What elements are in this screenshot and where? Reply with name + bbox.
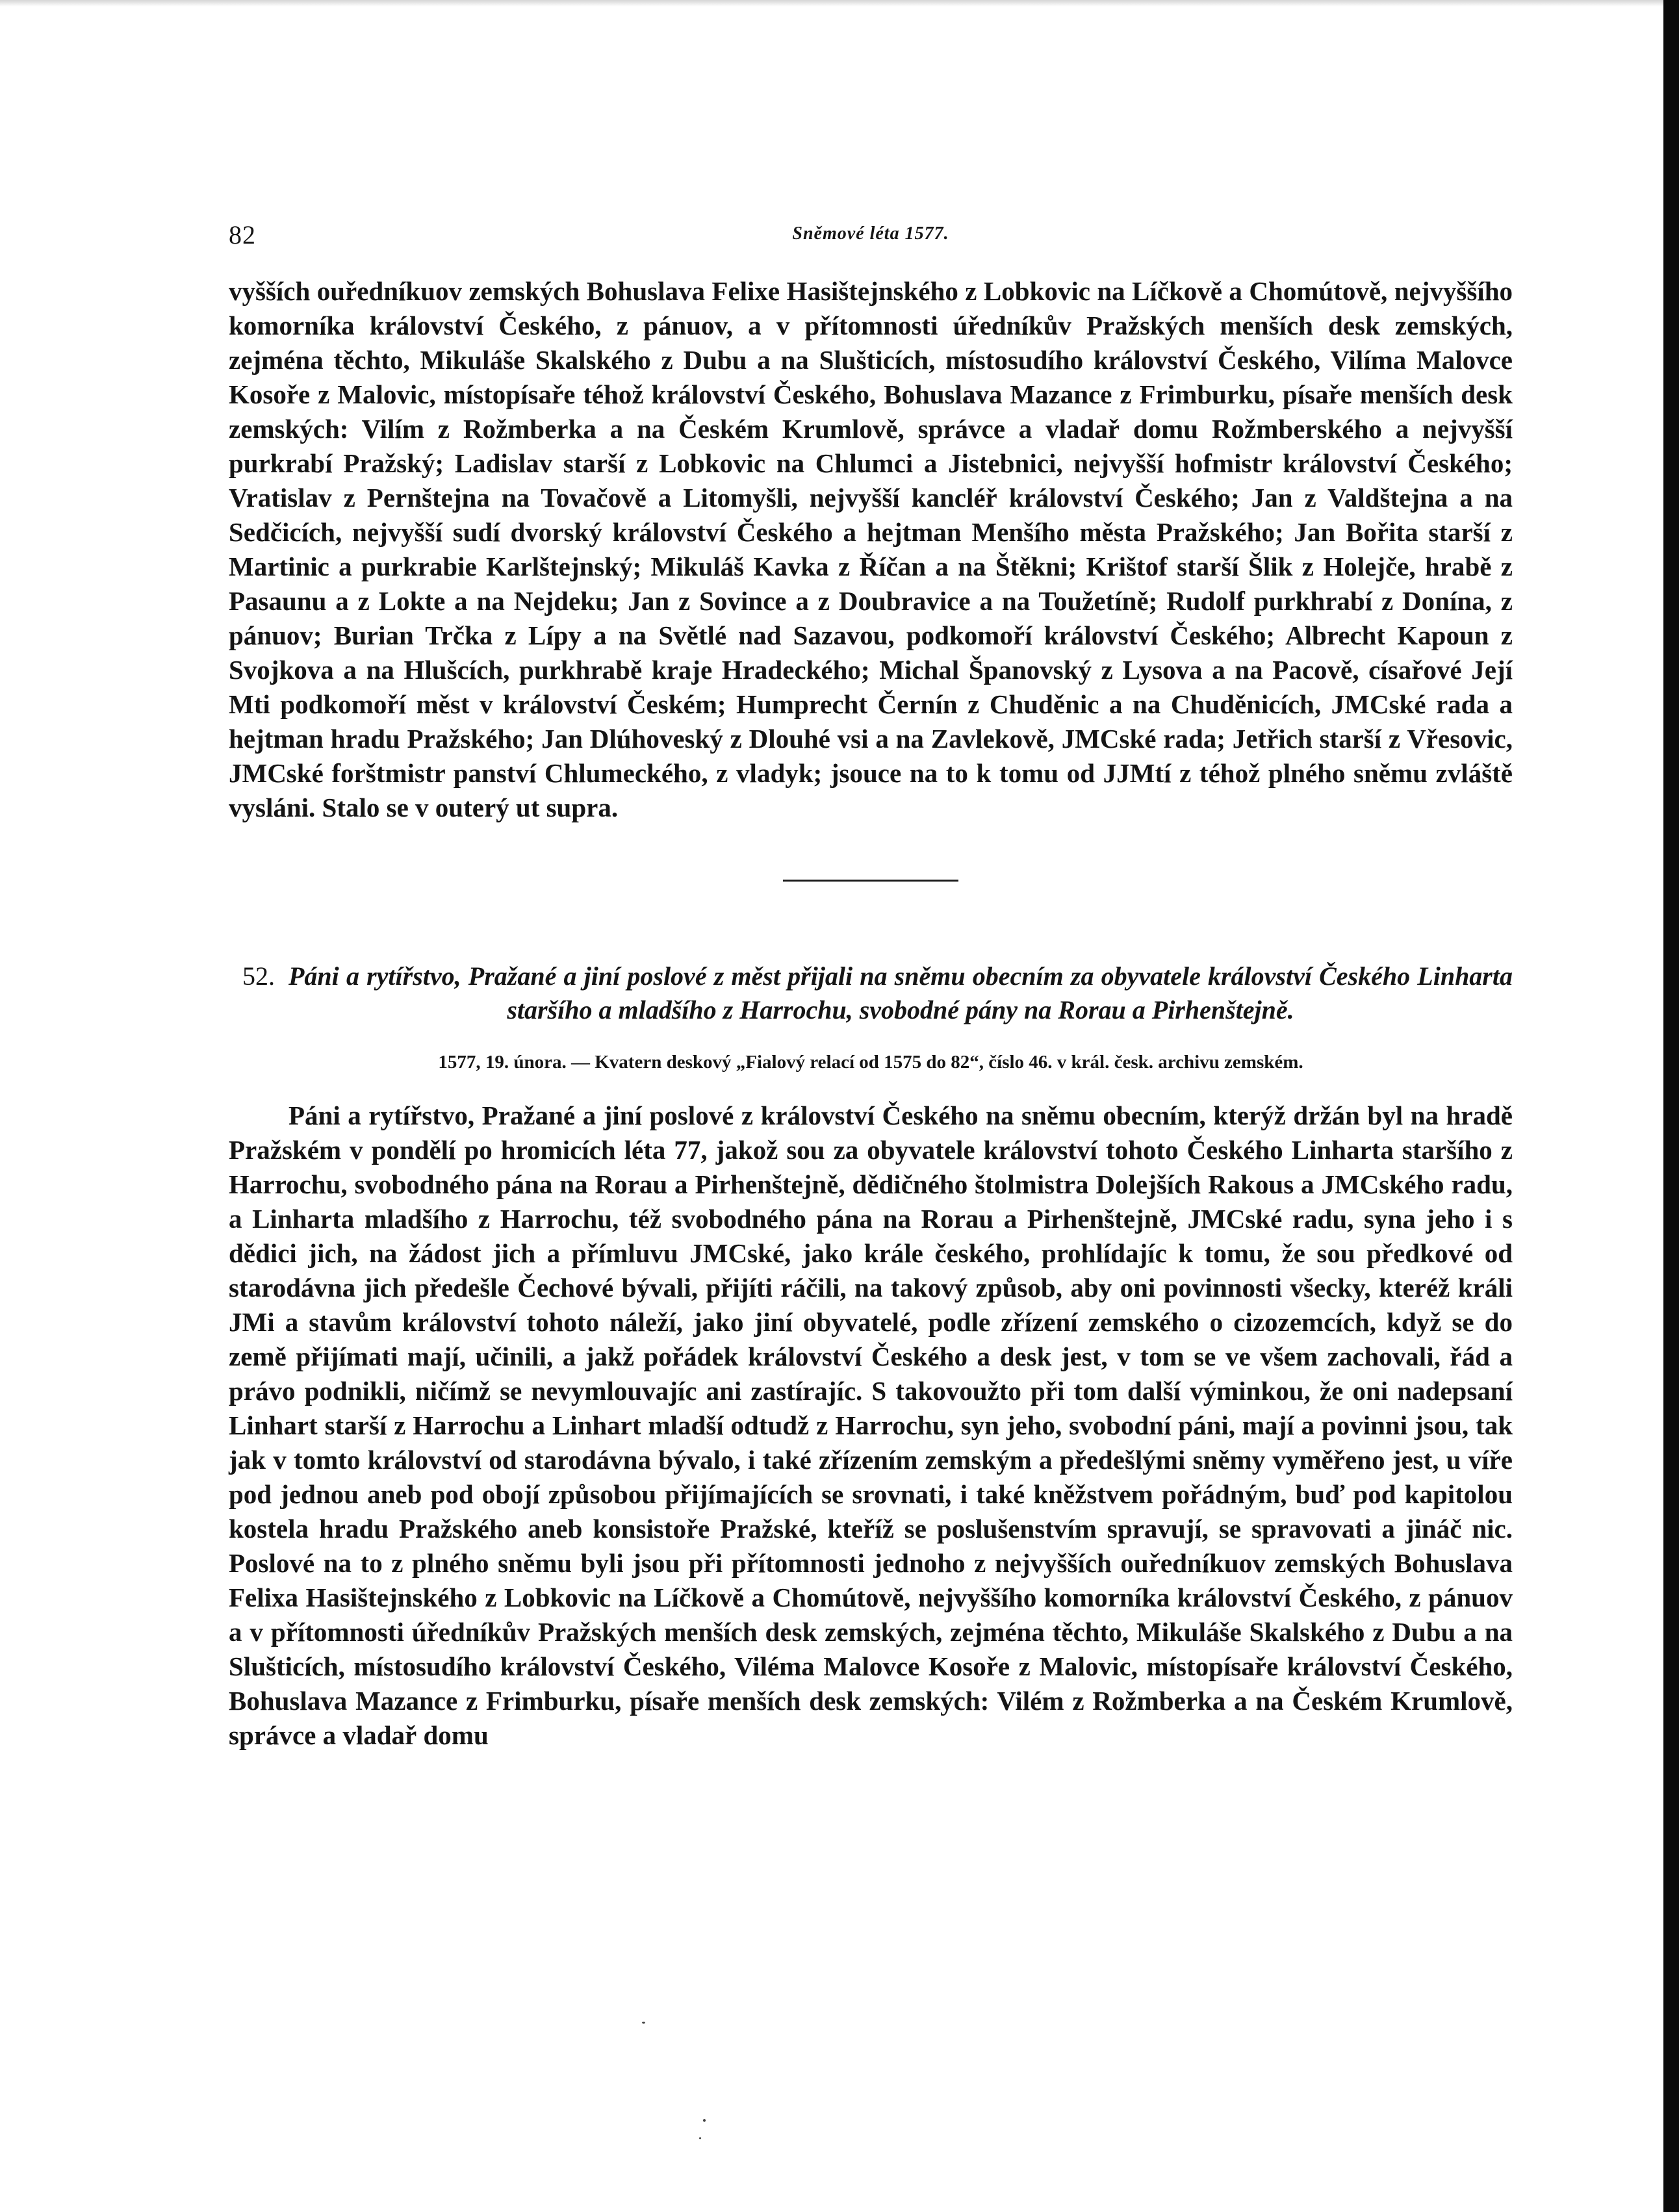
section-heading xyxy=(229,960,1513,1027)
section-divider xyxy=(783,880,958,882)
scan-speck xyxy=(642,2022,645,2024)
document-page xyxy=(229,214,1513,1753)
scan-top-shadow xyxy=(0,0,1679,6)
source-citation: 1577, 19. února. — Kvatern deskový „Fialový relací od 1575 do 82“, číslo 46. v král. česk. archivu zemském. xyxy=(438,1052,1303,1073)
continuation-paragraph: vyšších ouředníkuov zemských Bohuslava Felixe Hasištejnského z Lobkovic na Líčkově a Chomútově, nejvyššího komorníka království Českého, z pánuov, a v přítomnosti úředníkův Pražských menších desk zemských, zejména těchto, Mikuláše Skalského z Dubu a na Slušticích, místosudího království Českého, Vilíma Malovce Kosoře z Malovic, místopísaře téhož království Českého, Bohuslava Mazance z Frimburku, písaře menších desk zemských: Vilím z Rožmberka a na Českém Krumlově, správce a vladař domu Rožmberského a nejvyšší purkrabí Pražský; Ladislav starší z Lobkovic na Chlumci a Jistebnici, nejvyšší hofmistr království Českého; Vratislav z Pernštejna na Tovačově a Litomyšli, nejvyšší kancléř království Českého; Jan z Valdštejna a na Sedčicích, nejvyšší sudí dvorský království Českého a hejtman Menšího města Pražského; Jan Bořita starší z Martinic a purkrabie Karlštejnský; Mikuláš Kavka z Říčan a na Štěkni; Krištof starší Šlik z Holejče, hrabě z Pasaunu a z Lokte a na Nejdeku; Jan z Sovince a z Doubravice a na Toužetíně; Rudolf purkhrabí z Donína, z pánuov; Burian Trčka z Lípy a na Světlé nad Sazavou, podkomoří království Českého; Albrecht Kapoun z Svojkova a na Hlušcích, purkhrabě kraje Hradeckého; Michal Španovský z Lysova a na Pacově, císařové Její Mti podkomoří měst v království Českém; Humprecht Černín z Chuděnic a na Chuděnicích, JMCské rada a hejtman hradu Pražského; Jan Dlúhoveský z Dlouhé vsi a na Zavlekově, JMCské rada; Jetřich starší z Vřesovic, JMCské forštmistr panství Chlumeckého, z vladyk; jsouce na to k tomu od JJMtí z téhož plného sněmu zvláště vysláni. Stalo se v outerý ut supra. xyxy=(229,276,1513,822)
section-number: 52. xyxy=(242,961,275,991)
page-number: 82 xyxy=(229,220,256,249)
running-title: Sněmové léta 1577. xyxy=(792,223,949,244)
body-paragraph: Páni a rytířstvo, Pražané a jiní poslové z království Českého na sněmu obecním, kterýž držán byl na hradě Pražském v pondělí po hromicích léta 77, jakož sou za obyvatele království tohoto Českého Linharta staršího z Harrochu, svobodného pána na Rorau a Pirhenštejně, dědičného štolmistra Dolejších Rakous a JMCského radu, a Linharta mladšího z Harrochu, též svobodného pána na Rorau a Pirhenštejně, JMCské radu, syna jeho i s dědici jich, na žádost jich a přímluvu JMCské, jako krále českého, prohlídajíc k tomu, že sou předkové od starodávna jich předešle Čechové bývali, přijíti ráčili, na takový způsob, aby oni povinnosti všecky, kteréž králi JMi a stavům království tohoto náleží, jako jiní obyvatelé, podle zřízení zemského o cizozemcích, když se do země přijímati mají, učinili, a jakž pořádek království Českého a desk jest, v tom se ve všem zachovali, řád a právo podnikli, ničímž se nevymlouvajíc ani zastírajíc. S takovoužto při tom další výminkou, že oni nadepsaní Linhart starší z Harrochu a Linhart mladší odtudž z Harrochu, syn jeho, svobodní páni, mají a povinni jsou, tak jak v tomto království od starodávna bývalo, i také zřízením zemským a předešlými sněmy vyměřeno jest, u víře pod jednou aneb pod obojí způsobou přijímajících se srovnati, i také kněžstvem pořádným, buď pod kapitolou kostela hradu Pražského aneb konsistoře Pražské, kteříž se poslušenstvím spravují, se spravovati a jináč nic. Poslové na to z plného sněmu byli jsou při přítomnosti jednoho z nejvyšších ouředníkuov zemských Bohuslava Felixa Hasištejnského z Lobkovic na Líčkově a Chomútově, nejvyššího komorníka království Českého, z pánuov a v přítomnosti úředníkův Pražských menších desk zemských, zejména těchto, Mikuláše Skalského z Dubu a na Slušticích, místosudího království Českého, Viléma Malovce Kosoře z Malovic, místopísaře království Českého, Bohuslava Mazance z Frimburku, písaře menších desk zemských: Vilém z Rožmberka a na Českém Krumlově, správce a vladař domu xyxy=(229,1100,1513,1750)
scan-speck xyxy=(699,2137,701,2139)
running-header xyxy=(229,214,1513,260)
scan-speck xyxy=(703,2119,706,2122)
scan-right-border xyxy=(1663,0,1679,2212)
section-title: Páni a rytířstvo, Pražané a jiní poslové z měst přijali na sněmu obecním za obyvatele království Českého Linharta staršího a mladšího z Harrochu, svobodné pány na Rorau a Pirhenštejně. xyxy=(288,961,1513,1024)
